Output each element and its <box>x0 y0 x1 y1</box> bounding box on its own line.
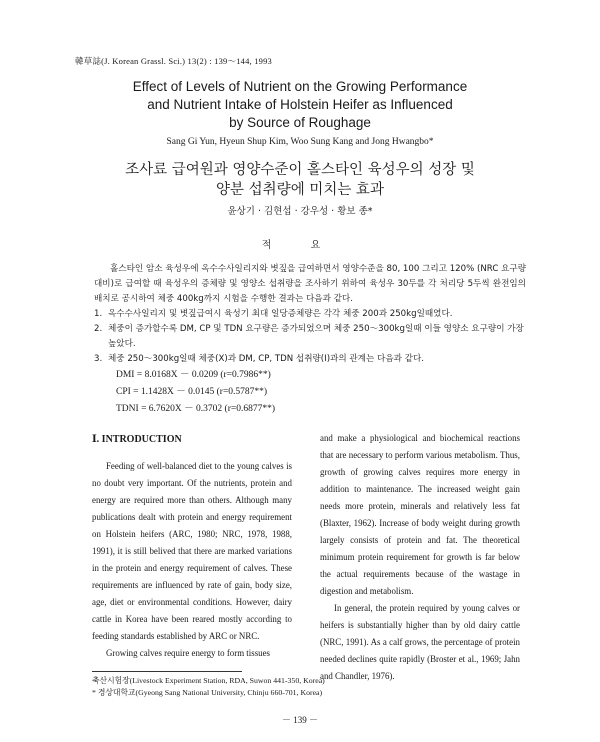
korean-authors: 윤상기 · 김현섭 · 강우성 · 황보 종* <box>227 206 373 217</box>
item-text: 체중이 증가할수록 DM, CP 및 TDN 요구량은 증가되었으며 체중 250～300kg일때 이들 영양소 요구량이 가장 높았다. <box>108 324 524 349</box>
english-authors: Sang Gi Yun, Hyeun Shup Kim, Woo Sung Kang and Jong Hwangbo* <box>166 137 434 147</box>
item-text: 옥수수사일리지 및 볏짚급여시 육성기 최대 일당증체량은 각각 체중 200과 250kg일때였다. <box>108 309 453 319</box>
abstract-intro: 홀스타인 암소 육성우에 옥수수사일리지와 볏짚을 급여하면서 영양수준을 80, 100 그리고 120% (NRC 요구량 대비)로 급여할 때 육성우의 증체량 및 영양소 섭취량을 조사하기 위하여 육성우 30두를 각 처리당 5두씩 완전임의 배치로 공시하여 체중 400kg까지 시험을 수행한 결과는 다음과 같다. <box>94 264 526 304</box>
abstract-item <box>94 307 526 322</box>
item-number: 1. <box>94 309 103 319</box>
title-line: 조사료 급여원과 영양수준이 홀스타인 육성우의 성장 및 <box>125 162 475 178</box>
abstract-body <box>94 262 526 418</box>
body-paragraph: Feeding of well-balanced diet to the young calves is no doubt very important. Of the nutrients, protein and energy are required more than others. Although many publications dealt with protein and energy requirement on Holstein heifers (ARC, 1980; NRC, 1978, 1988, 1991), it is still belived that there are marked variations in the protein and energy requirement of calves. These requirements are influenced by rate of gain, body size, age, diet or environmental conditions. However, dairy cattle in Korea have been reared mostly according to feeding standards established by ARC or NRC. <box>92 461 292 641</box>
section-heading: Ⅰ. INTRODUCTION <box>92 434 182 445</box>
page-number: － 139 － <box>281 715 318 725</box>
footnote: 축산시험장(Livestock Experiment Station, RDA, Suwon 441-350, Korea) <box>92 676 325 685</box>
body-paragraph: and make a physiological and biochemical reactions that are necessary to perform various metabolism. Thus, growth of growing calves requires more energy in addition to maintenance. The increased weight gain needs more protein, minerals and relatively less fat (Blaxter, 1962). Increase of body weight during growth largely consists of protein and fat. The theoretical minimum protein requirement for growth is far below the actual requirements because of the wastage in digestion and metabolism. <box>320 433 520 596</box>
english-title <box>80 78 520 132</box>
abstract-heading: 적 요 <box>261 240 339 251</box>
item-number: 3. <box>94 354 103 364</box>
regression-equation: CPI = 1.1428X － 0.0145 (r=0.5787**) <box>116 387 268 397</box>
journal-header: 韓草誌(J. Korean Grassl. Sci.) 13(2) : 139～144, 1993 <box>75 56 273 66</box>
body-paragraph: Growing calves require energy to form tissues <box>106 648 270 658</box>
title-line: 양분 섭취량에 미치는 효과 <box>216 182 384 198</box>
title-line: Effect of Levels of Nutrient on the Growing Performance <box>132 79 468 94</box>
item-text: 체중 250～300kg일때 체중(X)과 DM, CP, TDN 섭취량(I)과의 관계는 다음과 같다. <box>108 354 424 364</box>
body-paragraph: In general, the protein required by young calves or heifers is substantially higher than by old dairy cattle (NRC, 1991). As a calf grows, the percentage of protein needed declines quite rapidly (Broster et al., 1969; Jahn and Chandler, 1976). <box>320 603 520 681</box>
abstract-item <box>94 352 526 367</box>
abstract-item <box>94 322 526 352</box>
footnote-divider <box>92 671 242 672</box>
regression-equation: DMI = 8.0168X － 0.0209 (r=0.7986**) <box>116 370 271 380</box>
right-column <box>320 430 520 685</box>
korean-title <box>80 160 520 200</box>
title-line: and Nutrient Intake of Holstein Heifer as Influenced <box>147 97 453 112</box>
item-number: 2. <box>94 324 103 334</box>
title-line: by Source of Roughage <box>229 115 371 130</box>
left-column <box>92 430 292 662</box>
regression-equation: TDNI = 6.7620X － 0.3702 (r=0.6877**) <box>116 404 276 414</box>
footnote: * 경상대학교(Gyeong Sang National University, Chinju 660-701, Korea) <box>92 688 323 697</box>
